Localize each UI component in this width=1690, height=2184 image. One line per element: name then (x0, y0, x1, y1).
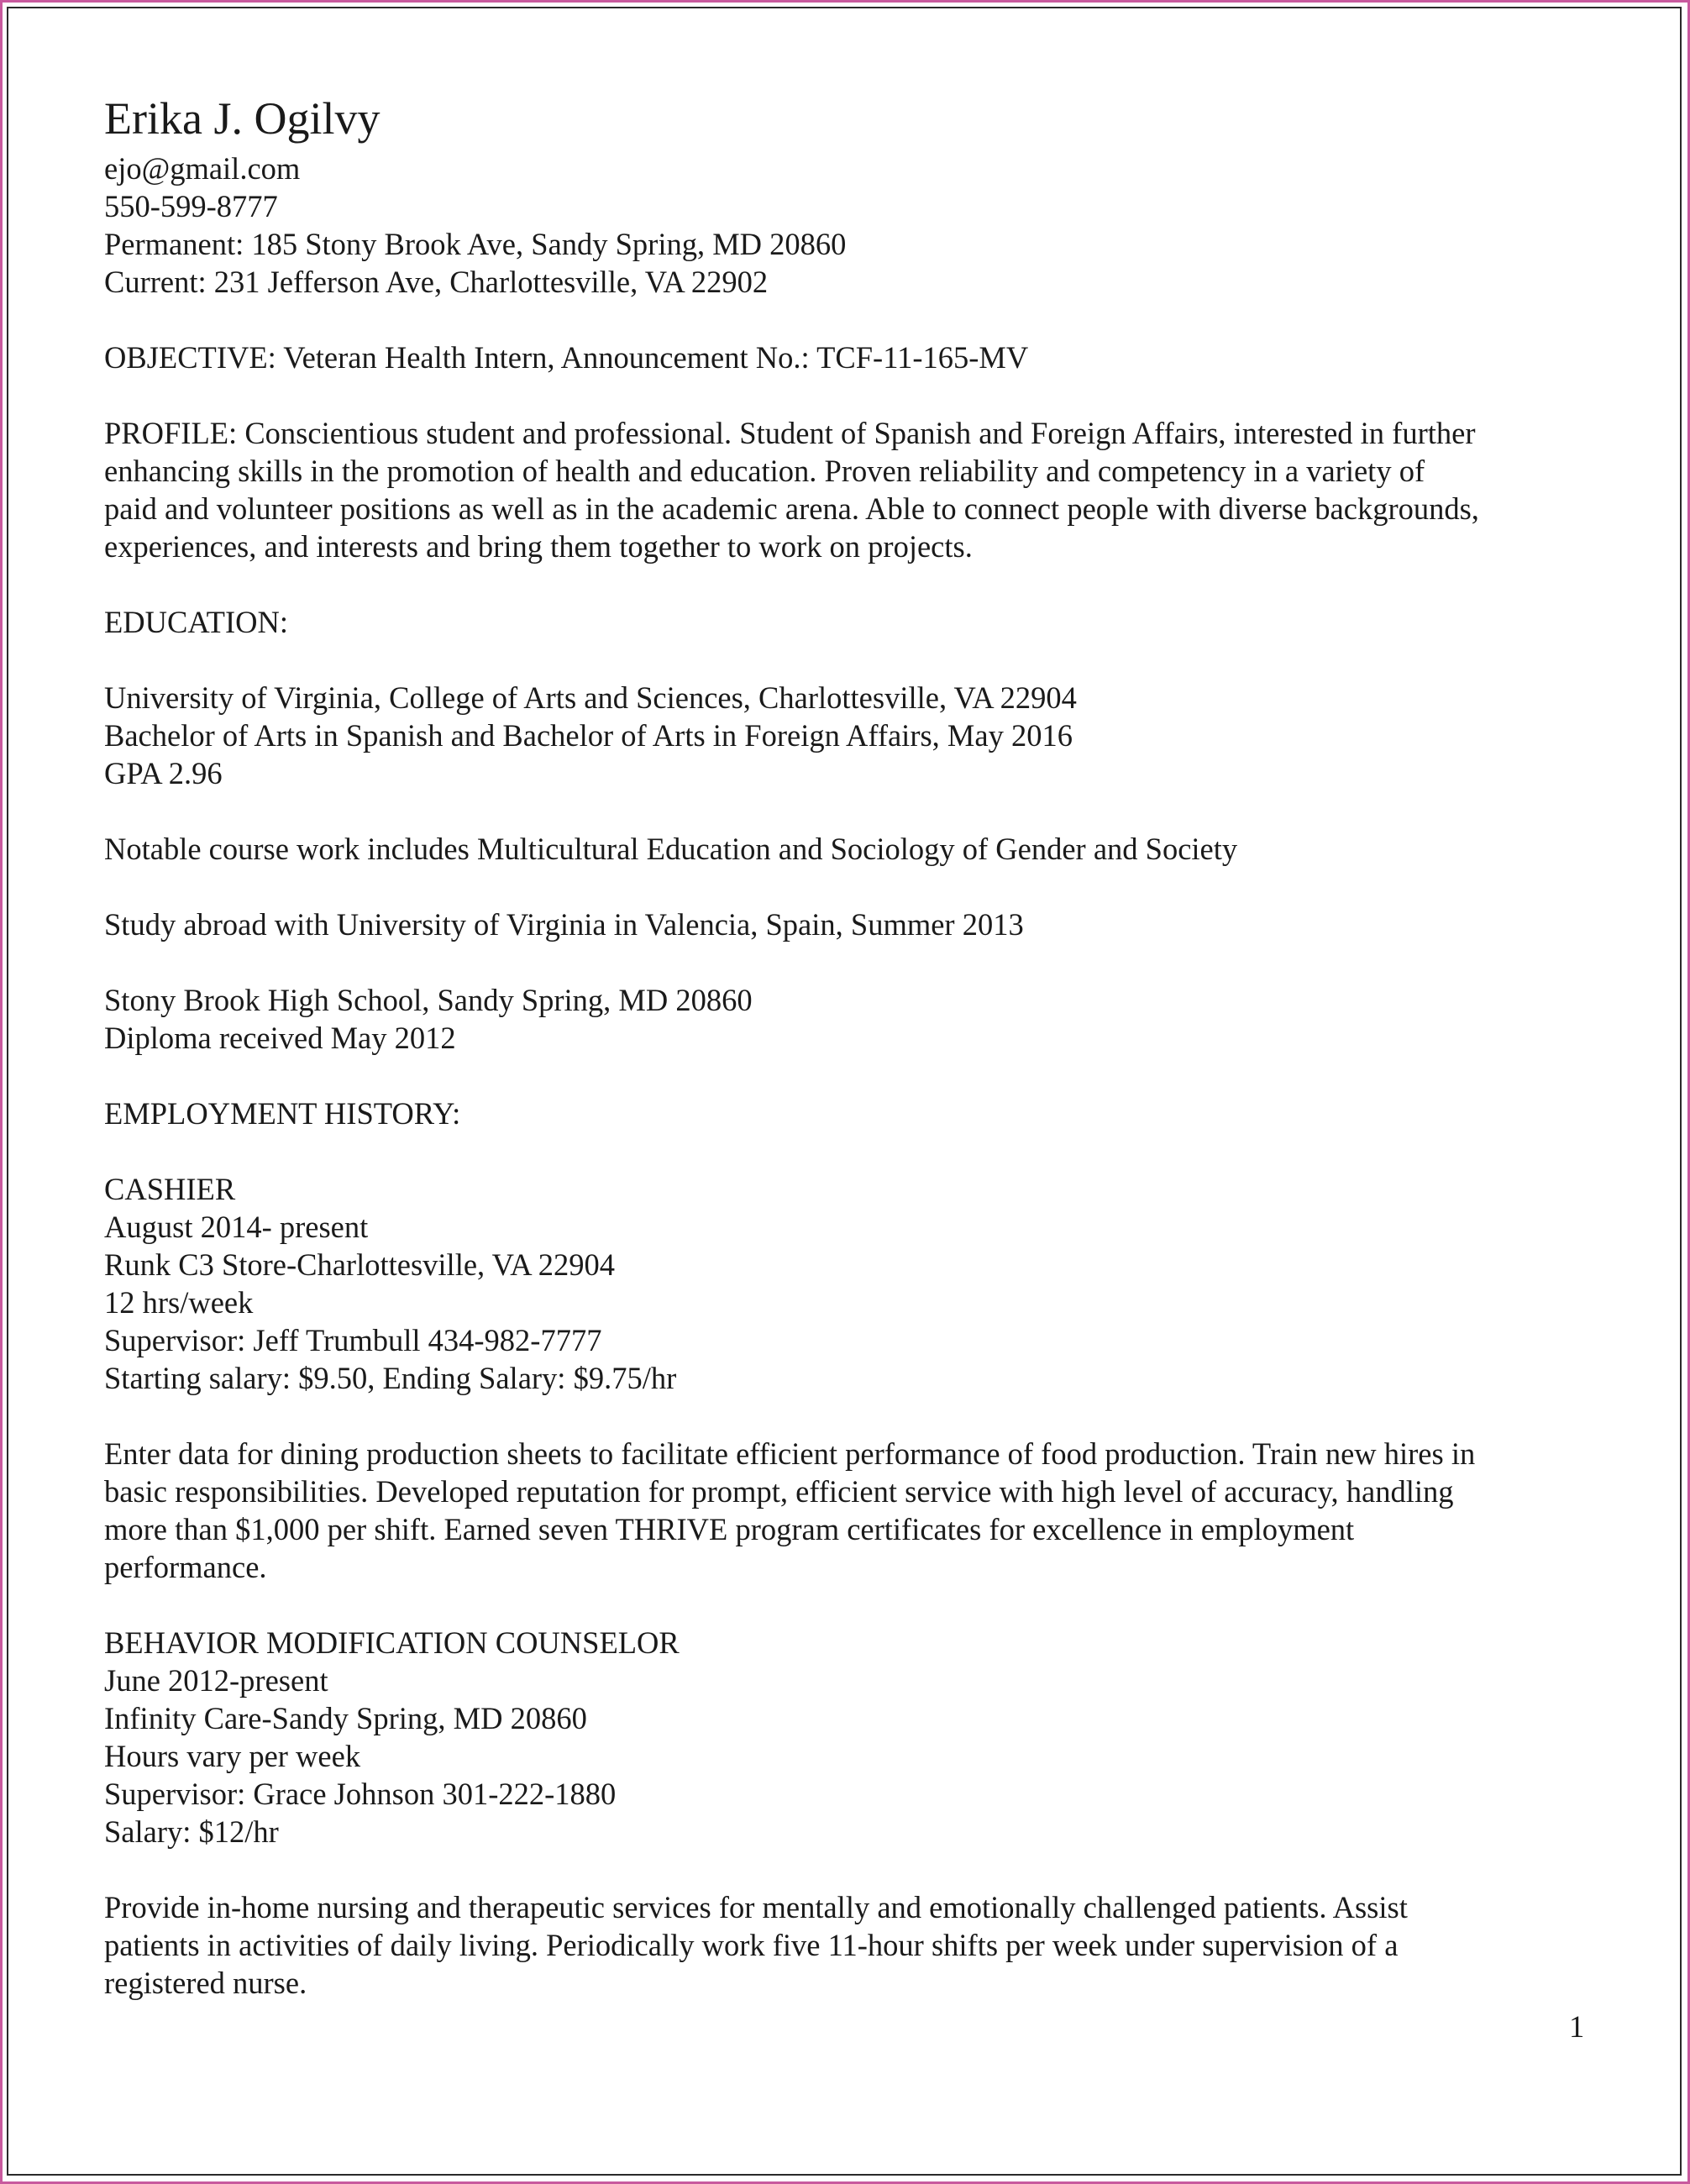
spacer (104, 301, 1591, 339)
profile-section (104, 414, 1591, 565)
job-hours: Hours vary per week (104, 1739, 361, 1773)
study-abroad: Study abroad with University of Virginia in Valencia, Spain, Summer 2013 (104, 907, 1024, 942)
education-section (104, 603, 1591, 1057)
gpa: GPA 2.96 (104, 756, 223, 790)
email-address: ejo@gmail.com (104, 151, 301, 186)
job-description-line: more than $1,000 per shift. Earned seven THRIVE program certificates for excellence in employment (104, 1512, 1355, 1546)
job-entry (104, 1624, 1591, 2002)
job-hours: 12 hrs/week (104, 1285, 254, 1320)
current-address: Current: 231 Jefferson Ave, Charlottesville, VA 22902 (104, 265, 769, 299)
job-employer: Runk C3 Store-Charlottesville, VA 22904 (104, 1247, 616, 1282)
spacer (104, 1397, 1591, 1435)
applicant-name: Erika J. Ogilvy (104, 93, 381, 144)
spacer (104, 641, 1591, 679)
job-salary: Starting salary: $9.50, Ending Salary: $9.75/hr (104, 1361, 677, 1395)
spacer (104, 1851, 1591, 1888)
spacer (104, 868, 1591, 906)
employment-heading: EMPLOYMENT HISTORY: (104, 1096, 461, 1131)
job-dates: June 2012-present (104, 1663, 328, 1698)
education-heading: EDUCATION: (104, 605, 288, 639)
employment-section (104, 1095, 1591, 2002)
profile-line: experiences, and interests and bring them together to work on projects. (104, 529, 973, 564)
job-supervisor: Supervisor: Jeff Trumbull 434-982-7777 (104, 1323, 602, 1357)
job-supervisor: Supervisor: Grace Johnson 301-222-1880 (104, 1777, 617, 1811)
high-school: Stony Brook High School, Sandy Spring, MD 20860 (104, 983, 753, 1017)
diploma: Diploma received May 2012 (104, 1021, 456, 1055)
job-dates: August 2014- present (104, 1210, 369, 1244)
resume-document (104, 91, 1591, 2002)
job-description-line: basic responsibilities. Developed reputation for prompt, efficient service with high level of accuracy, handling (104, 1474, 1454, 1509)
job-title: CASHIER (104, 1172, 236, 1206)
job-title: BEHAVIOR MODIFICATION COUNSELOR (104, 1625, 680, 1660)
job-description-line: performance. (104, 1550, 267, 1584)
permanent-address: Permanent: 185 Stony Brook Ave, Sandy Spring, MD 20860 (104, 227, 847, 261)
degree: Bachelor of Arts in Spanish and Bachelor of Arts in Foreign Affairs, May 2016 (104, 718, 1073, 753)
job-description-line: patients in activities of daily living. Periodically work five 11-hour shifts per week under supervision of a (104, 1928, 1399, 1962)
spacer (104, 1057, 1591, 1095)
job-description-line: Enter data for dining production sheets to facilitate efficient performance of food production. Train new hires in (104, 1436, 1476, 1471)
job-description-line: Provide in-home nursing and therapeutic services for mentally and emotionally challenged patients. Assist (104, 1890, 1408, 1924)
spacer (104, 565, 1591, 603)
job-description-line: registered nurse. (104, 1966, 307, 2000)
coursework: Notable course work includes Multicultural Education and Sociology of Gender and Society (104, 832, 1238, 866)
spacer (104, 792, 1591, 830)
job-salary: Salary: $12/hr (104, 1814, 279, 1849)
job-entry (104, 1170, 1591, 1586)
spacer (104, 1132, 1591, 1170)
profile-line: paid and volunteer positions as well as in the academic arena. Able to connect people with diverse backgrounds, (104, 491, 1479, 526)
objective-statement: OBJECTIVE: Veteran Health Intern, Announcement No.: TCF-11-165-MV (104, 340, 1029, 375)
spacer (104, 376, 1591, 414)
profile-line: enhancing skills in the promotion of health and education. Proven reliability and competency in a variety of (104, 454, 1425, 488)
phone-number: 550-599-8777 (104, 189, 278, 223)
job-employer: Infinity Care-Sandy Spring, MD 20860 (104, 1701, 587, 1735)
profile-line: PROFILE: Conscientious student and professional. Student of Spanish and Foreign Affairs, interested in further (104, 416, 1476, 450)
university-name: University of Virginia, College of Arts and Sciences, Charlottesville, VA 22904 (104, 680, 1077, 715)
page-number: 1 (1569, 2009, 1585, 2044)
spacer (104, 1586, 1591, 1624)
spacer (104, 943, 1591, 981)
contact-block (104, 91, 1591, 301)
